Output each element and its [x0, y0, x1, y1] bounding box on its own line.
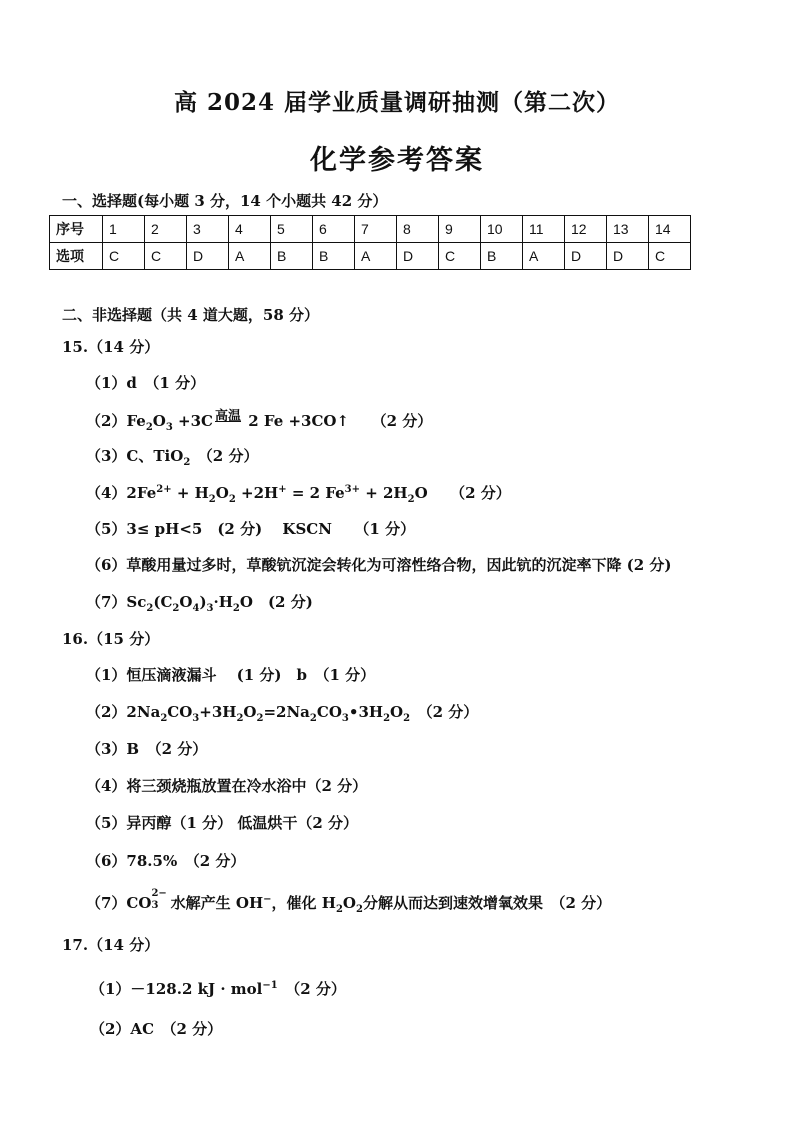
q16-a7-sub: 3 — [151, 900, 159, 911]
q15-a7-o4: O — [179, 593, 193, 611]
q16-answer-5: （5）异丙醇（1 分） 低温烘干（2 分） — [86, 814, 358, 832]
q15-a4-o: O — [215, 484, 229, 502]
q15-a2-sub2: 2 — [145, 422, 153, 433]
q15-a4-prefix: （4）2Fe — [86, 484, 157, 502]
q15-answer-6: （6）草酸用量过多时，草酸钪沉淀会转化为可溶性络合物，因此钪的沉淀率下降 (2 分) — [86, 556, 672, 574]
option-cell: D — [607, 243, 649, 270]
number-cell: 3 — [187, 216, 229, 243]
number-cell: 14 — [649, 216, 691, 243]
q15-a7-end: ·H — [213, 593, 233, 611]
q16-a2-sub2d: 2 — [309, 713, 317, 724]
q16-a7-o: O — [342, 894, 356, 912]
number-cell: 6 — [313, 216, 355, 243]
q16-a2-co3b: CO — [316, 703, 342, 721]
q15-a7-sub3: 3 — [206, 603, 214, 614]
answer-table — [49, 215, 691, 270]
q15-a7-sub2c: 2 — [232, 603, 240, 614]
q15-a2-sub3: 3 — [165, 422, 173, 433]
q16-a2-sub2a: 2 — [160, 713, 168, 724]
option-cell: A — [355, 243, 397, 270]
q16-a7-sup: 2− — [151, 888, 167, 899]
q16-a2-plus: +3H — [199, 703, 237, 721]
answer-table-option-row — [50, 243, 691, 270]
option-cell: B — [271, 243, 313, 270]
q16-a7-sub2a: 2 — [335, 904, 343, 915]
q15-a4-supplus: + — [278, 484, 287, 495]
q15-a4-sup3plus: 3+ — [344, 484, 360, 495]
q15-a4-mid3: = 2 Fe — [286, 484, 345, 502]
number-cell: 1 — [103, 216, 145, 243]
q15-a7-prefix: （7）Sc — [86, 593, 147, 611]
number-cell: 11 — [523, 216, 565, 243]
section1-heading: 一、选择题(每小题 3 分，14 个小题共 42 分） — [62, 192, 388, 210]
option-cell: C — [103, 243, 145, 270]
q17-answer-2: （2）AC （2 分） — [90, 1020, 223, 1038]
option-cell: A — [229, 243, 271, 270]
q16-a7-mid: 水解产生 OH — [165, 894, 264, 912]
q16-a2-sub2b: 2 — [236, 713, 244, 724]
q16-a2-space — [410, 703, 425, 721]
q15-a7-sub2a: 2 — [146, 603, 154, 614]
number-cell: 9 — [439, 216, 481, 243]
section2-heading: 二、非选择题（共 4 道大题，58 分） — [62, 306, 319, 324]
q16-a2-dot: •3H — [348, 703, 384, 721]
q15-a4-sub2c: 2 — [407, 494, 415, 505]
q16-a2-sub2e: 2 — [383, 713, 391, 724]
q15-a4-end: O （2 分） — [414, 484, 511, 502]
q17-a1-sup: −1 — [262, 980, 278, 991]
q16-a2-eq: =2Na — [263, 703, 310, 721]
q16-a2-tail: （2 分） — [425, 703, 479, 721]
q15-a7-tail: O (2 分) — [239, 593, 313, 611]
q15-answer-3 — [86, 445, 258, 468]
q17-a1-prefix: （1）－128.2 kJ · mol — [90, 980, 263, 998]
q15-a4-mid2: +2H — [235, 484, 279, 502]
q15-a2-prefix: （2） — [86, 412, 127, 430]
q15-a3-sub2: 2 — [183, 457, 191, 468]
number-cell: 7 — [355, 216, 397, 243]
q16-a2-sub2f: 2 — [403, 713, 411, 724]
option-cell: B — [313, 243, 355, 270]
q16-a2-sub3a: 3 — [192, 713, 200, 724]
q16-a2-o2: O — [390, 703, 404, 721]
q15-a2-o: O — [152, 412, 166, 430]
q15-answer-4 — [86, 482, 511, 505]
q16-answer-4: （4）将三颈烧瓶放置在冷水浴中（2 分） — [86, 777, 368, 795]
option-cell: A — [523, 243, 565, 270]
number-cell: 4 — [229, 216, 271, 243]
q15-a3-suffix: （2 分） — [190, 447, 259, 465]
page-title: 高 2024 届学业质量调研抽测（第二次） — [173, 89, 621, 116]
row-label-number: 序号 — [50, 216, 103, 243]
q15-answer-2 — [86, 410, 432, 433]
row-label-option: 选项 — [50, 243, 103, 270]
q17-a1-tail: （2 分） — [292, 980, 346, 998]
q16-a2-sub2c: 2 — [256, 713, 264, 724]
q16-a7-charge — [151, 888, 167, 911]
q16-a2-co3: CO — [167, 703, 193, 721]
q16-a7-sub2b: 2 — [355, 904, 363, 915]
q16-a2-prefix: （2）2Na — [86, 703, 161, 721]
q15-a7-paren: ) — [199, 593, 207, 611]
number-cell: 12 — [565, 216, 607, 243]
option-cell: C — [145, 243, 187, 270]
q15-a4-mid1: + H — [171, 484, 209, 502]
q16-a7-supminus: − — [263, 894, 272, 905]
page-subtitle: 化学参考答案 — [310, 145, 484, 176]
q16-a7-mid2: ，催化 H — [271, 894, 336, 912]
q15-a4-sub2b: 2 — [228, 494, 236, 505]
option-cell: B — [481, 243, 523, 270]
q15-a4-sup2plus: 2+ — [156, 484, 172, 495]
q15-a7-sub4: 4 — [192, 603, 200, 614]
number-cell: 13 — [607, 216, 649, 243]
number-cell: 2 — [145, 216, 187, 243]
option-cell: C — [649, 243, 691, 270]
q15-a2-plus3c: +3C — [172, 412, 213, 430]
q16-answer-2 — [86, 701, 478, 724]
number-cell: 10 — [481, 216, 523, 243]
q16-a7-tail: 分解从而达到速效增氧效果 （2 分） — [362, 894, 612, 912]
q15-a3-prefix: （3）C、TiO — [86, 447, 184, 465]
q16-title: 16.（15 分） — [62, 630, 160, 648]
q15-a7-mid: (C — [153, 593, 173, 611]
q16-a7-prefix: （7）CO — [86, 894, 152, 912]
number-cell: 5 — [271, 216, 313, 243]
q16-answer-3: （3）B （2 分） — [86, 740, 208, 758]
q17-a1-space — [278, 980, 293, 998]
q16-answer-7 — [86, 888, 612, 915]
q16-answer-1: （1）恒压滴液漏斗 (1 分) b （1 分） — [86, 666, 376, 684]
option-cell: D — [565, 243, 607, 270]
option-cell: D — [397, 243, 439, 270]
answer-table-number-row — [50, 216, 691, 243]
q15-a4-mid4: + 2H — [359, 484, 408, 502]
q15-answer-1: （1）d （1 分） — [86, 374, 206, 392]
q16-a2-o: O — [243, 703, 257, 721]
q17-answer-1 — [90, 978, 346, 999]
option-cell: C — [439, 243, 481, 270]
q15-a2-fe: Fe — [126, 412, 146, 430]
q15-a7-sub2b: 2 — [172, 603, 180, 614]
q15-answer-7 — [86, 591, 313, 614]
q16-a2-sub3b: 3 — [341, 713, 349, 724]
q17-title: 17.（14 分） — [62, 936, 160, 954]
q15-answer-5: （5）3≤ pH<5 (2 分) KSCN （1 分） — [86, 520, 416, 538]
q16-answer-6: （6）78.5% （2 分） — [86, 852, 246, 870]
number-cell: 8 — [397, 216, 439, 243]
q15-a2-condition: 高温 — [215, 409, 242, 424]
q15-title: 15.（14 分） — [62, 338, 160, 356]
option-cell: D — [187, 243, 229, 270]
q15-a2-rest: 2 Fe +3CO↑ （2 分） — [243, 412, 433, 430]
q15-a4-sub2a: 2 — [208, 494, 216, 505]
